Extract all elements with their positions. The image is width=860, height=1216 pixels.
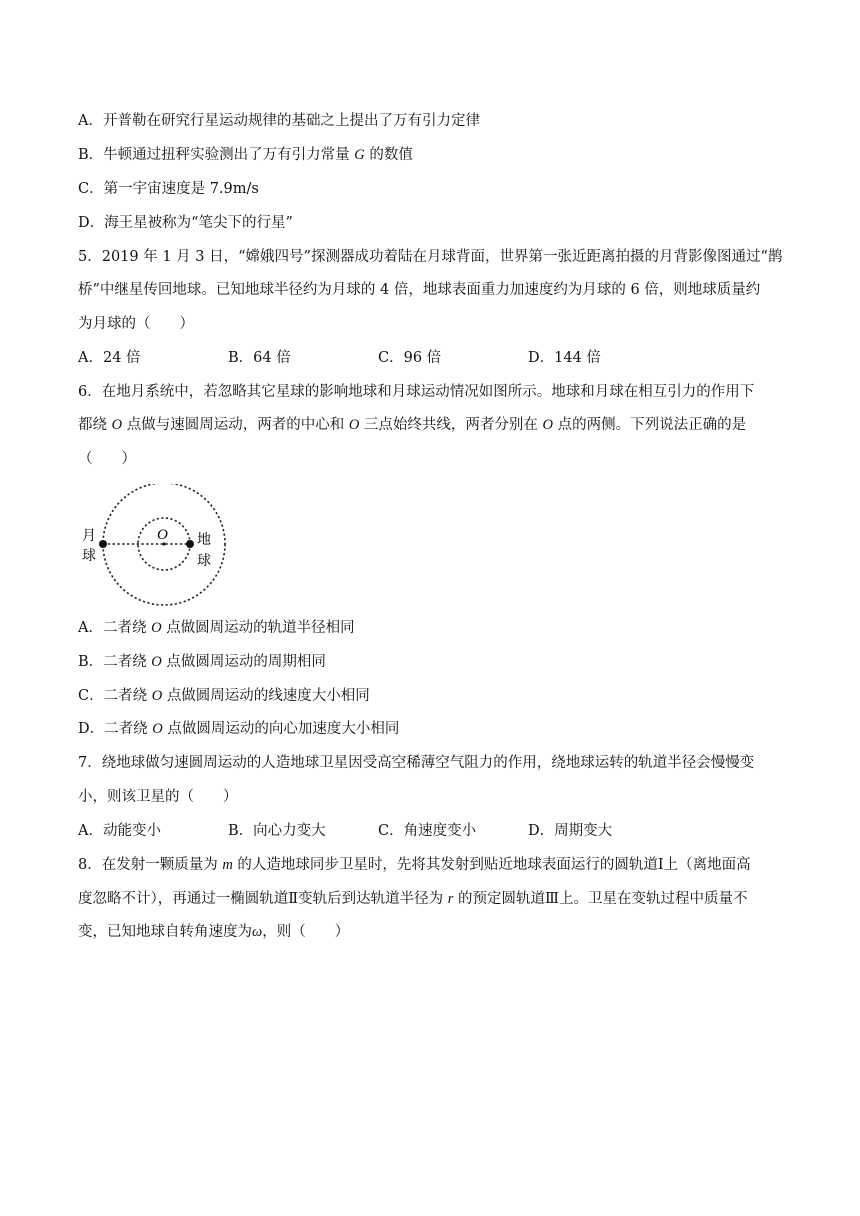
q5-option-b: B．64 倍 [228, 350, 291, 366]
q7-option-a: A．动能变小 [78, 823, 161, 839]
q6-option-b: B．二者绕 O 点做圆周运动的周期相同 [78, 654, 326, 670]
earth-label-1: 地 [197, 532, 211, 548]
q6-option-c: C．二者绕 O 点做圆周运动的线速度大小相同 [78, 688, 370, 704]
q5-stem-line-1: 5．2019 年 1 月 3 日，“嫦娥四号”探测器成功着陆在月球背面，世界第一张近距离拍摄的月背影像图通过“鹊 [78, 249, 783, 265]
q7-option-b: B．向心力变大 [228, 823, 326, 839]
q8-stem-line-1: 8．在发射一颗质量为 m 的人造地球同步卫星时，先将其发射到贴近地球表面运行的圆轨道Ⅰ上（离地面高 [78, 857, 751, 873]
q5-option-d: D．144 倍 [528, 350, 601, 366]
q6-option-d: D．二者绕 O 点做圆周运动的向心加速度大小相同 [78, 721, 400, 737]
q5-option-c: C．96 倍 [378, 350, 442, 366]
q4-option-b: B．牛顿通过扭秤实验测出了万有引力常量 G 的数值 [78, 147, 413, 163]
q7-option-c: C．角速度变小 [378, 823, 477, 839]
q7-stem-line-2: 小，则该卫星的（ ） [78, 789, 238, 805]
q4-option-a: A．开普勒在研究行星运动规律的基础之上提出了万有引力定律 [78, 113, 480, 129]
q5-stem-line-2: 桥”中继星传回地球。已知地球半径约为月球的 4 倍，地球表面重力加速度约为月球的 6 倍，则地球质量约 [78, 282, 761, 298]
q7-option-d: D．周期变大 [528, 823, 613, 839]
q5-stem-line-3: 为月球的（ ） [78, 316, 194, 332]
moon-label-2: 球 [82, 548, 96, 564]
q5-option-a: A．24 倍 [78, 350, 141, 366]
earth-dot [186, 540, 194, 548]
q6-option-a: A．二者绕 O 点做圆周运动的轨道半径相同 [78, 620, 355, 636]
earth-label-2: 球 [197, 553, 211, 569]
q8-stem-line-3: 变，已知地球自转角速度为ω，则（ ） [78, 924, 350, 940]
moon-dot [99, 540, 107, 548]
q7-stem-line-1: 7．绕地球做匀速圆周运动的人造地球卫星因受高空稀薄空气阻力的作用，绕地球运转的轨道半径会慢慢变 [78, 755, 755, 771]
q4-option-d: D．海王星被称为“笔尖下的行星” [78, 215, 293, 231]
q6-stem-line-2: 都绕 O 点做与速圆周运动，两者的中心和 O 三点始终共线，两者分别在 O 点的两侧。下列说法正确的是 [78, 417, 747, 433]
q6-stem-line-3: （ ） [78, 451, 136, 467]
earth-moon-orbit-diagram [76, 484, 236, 610]
q6-stem-line-1: 6．在地月系统中，若忽略其它星球的影响地球和月球运动情况如图所示。地球和月球在相互引力的作用下 [78, 384, 755, 400]
q8-stem-line-2: 度忽略不计），再通过一椭圆轨道Ⅱ变轨后到达轨道半径为 r 的预定圆轨道Ⅲ上。卫星在变轨过程中质量不 [78, 891, 748, 907]
moon-label-1: 月 [82, 528, 96, 544]
center-label-o: O [157, 527, 168, 543]
q4-option-c: C．第一宇宙速度是 7.9m/s [78, 181, 259, 197]
